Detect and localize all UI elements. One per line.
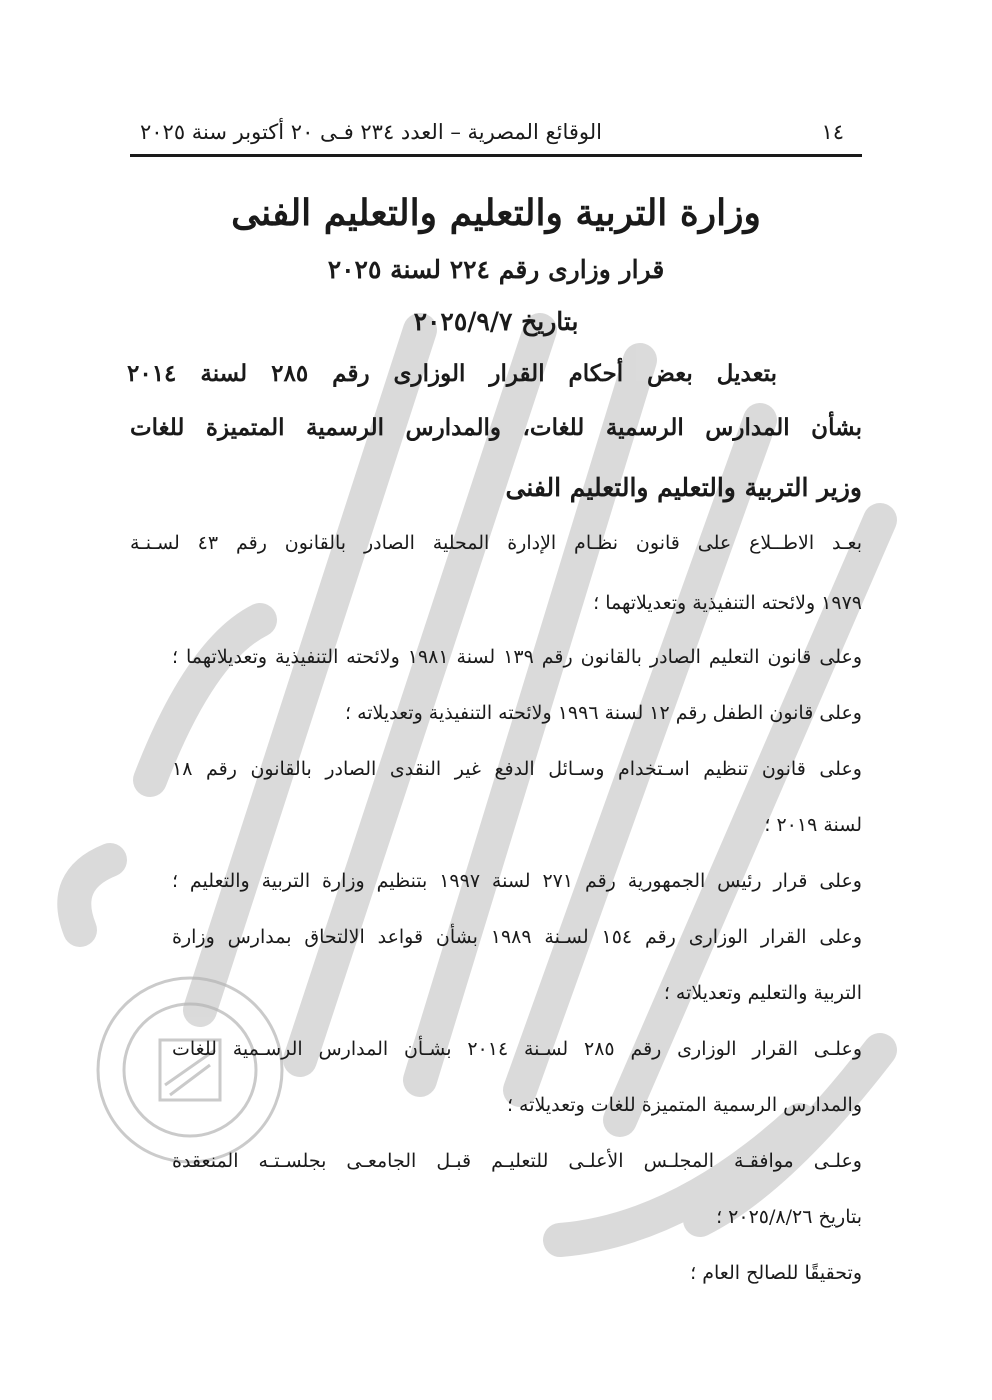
header-rule	[130, 154, 862, 157]
preamble-line: والمدارس الرسمية المتميزة للغات وتعديلاته ؛	[506, 1094, 862, 1116]
preamble-line: التربية والتعليم وتعديلاته ؛	[663, 982, 862, 1004]
preamble-line: ١٩٧٩ ولائحته التنفيذية وتعديلاتهما ؛	[593, 592, 862, 614]
preamble-line: لسنة ٢٠١٩ ؛	[764, 814, 862, 836]
ministry-title: وزارة التربية والتعليم والتعليم الفنى	[231, 192, 761, 234]
page-number: ١٤	[821, 120, 844, 144]
preamble-line: وعلى قانون تنظيم اسـتخدام وسـائل الدفع غير النقدى الصادر بالقانون رقم ١٨	[172, 758, 862, 780]
journal-issue-line: الوقائع المصرية – العدد ٢٣٤ فـى ٢٠ أكتوبر سنة ٢٠٢٥	[140, 120, 603, 144]
preamble-line: وعلى القرار الوزارى رقم ١٥٤ لسـنة ١٩٨٩ بشأن قواعد الالتحاق بمدارس وزارة	[172, 926, 863, 948]
subject-line-2: بشأن المدارس الرسمية للغات، والمدارس الرسمية المتميزة للغات	[130, 414, 862, 441]
decree-date: بتاريخ ٢٠٢٥/٩/٧	[413, 307, 579, 336]
preamble-line: وعلى قرار رئيس الجمهورية رقم ٢٧١ لسنة ١٩٩٧ بتنظيم وزارة التربية والتعليم ؛	[172, 870, 862, 892]
decree-number: قرار وزارى رقم ٢٢٤ لسنة ٢٠٢٥	[327, 255, 665, 284]
preamble-line: بتاريخ ٢٠٢٥/٨/٢٦ ؛	[716, 1206, 862, 1228]
preamble-line: وعلى قانون التعليم الصادر بالقانون رقم ١٣٩ لسنة ١٩٨١ ولائحته التنفيذية وتعديلاتهما ؛	[172, 646, 862, 668]
subject-line-1: بتعديل بعض أحكام القرار الوزارى رقم ٢٨٥ لسنة ٢٠١٤	[127, 360, 778, 387]
preamble-line: بعـد الاطــلاع على قانون نظـام الإدارة المحلية الصادر بالقانون رقم ٤٣ لسـنـة	[130, 532, 862, 554]
running-header	[130, 112, 862, 152]
preamble-line: وعلى قانون الطفل رقم ١٢ لسنة ١٩٩٦ ولائحته التنفيذية وتعديلاته ؛	[344, 702, 862, 724]
preamble-line: وعلـى القرار الوزارى رقم ٢٨٥ لسـنة ٢٠١٤ بشـأن المدارس الرسـمية للغات	[172, 1038, 862, 1060]
preamble-line: وتحقيقًا للصالح العام ؛	[690, 1262, 862, 1284]
minister-heading: وزير التربية والتعليم والتعليم الفنى	[505, 473, 862, 502]
preamble-line: وعلـى موافقـة المجلـس الأعلـى للتعليـم قبـل الجامعـى بجلسـتـه المنعقدة	[172, 1150, 862, 1172]
